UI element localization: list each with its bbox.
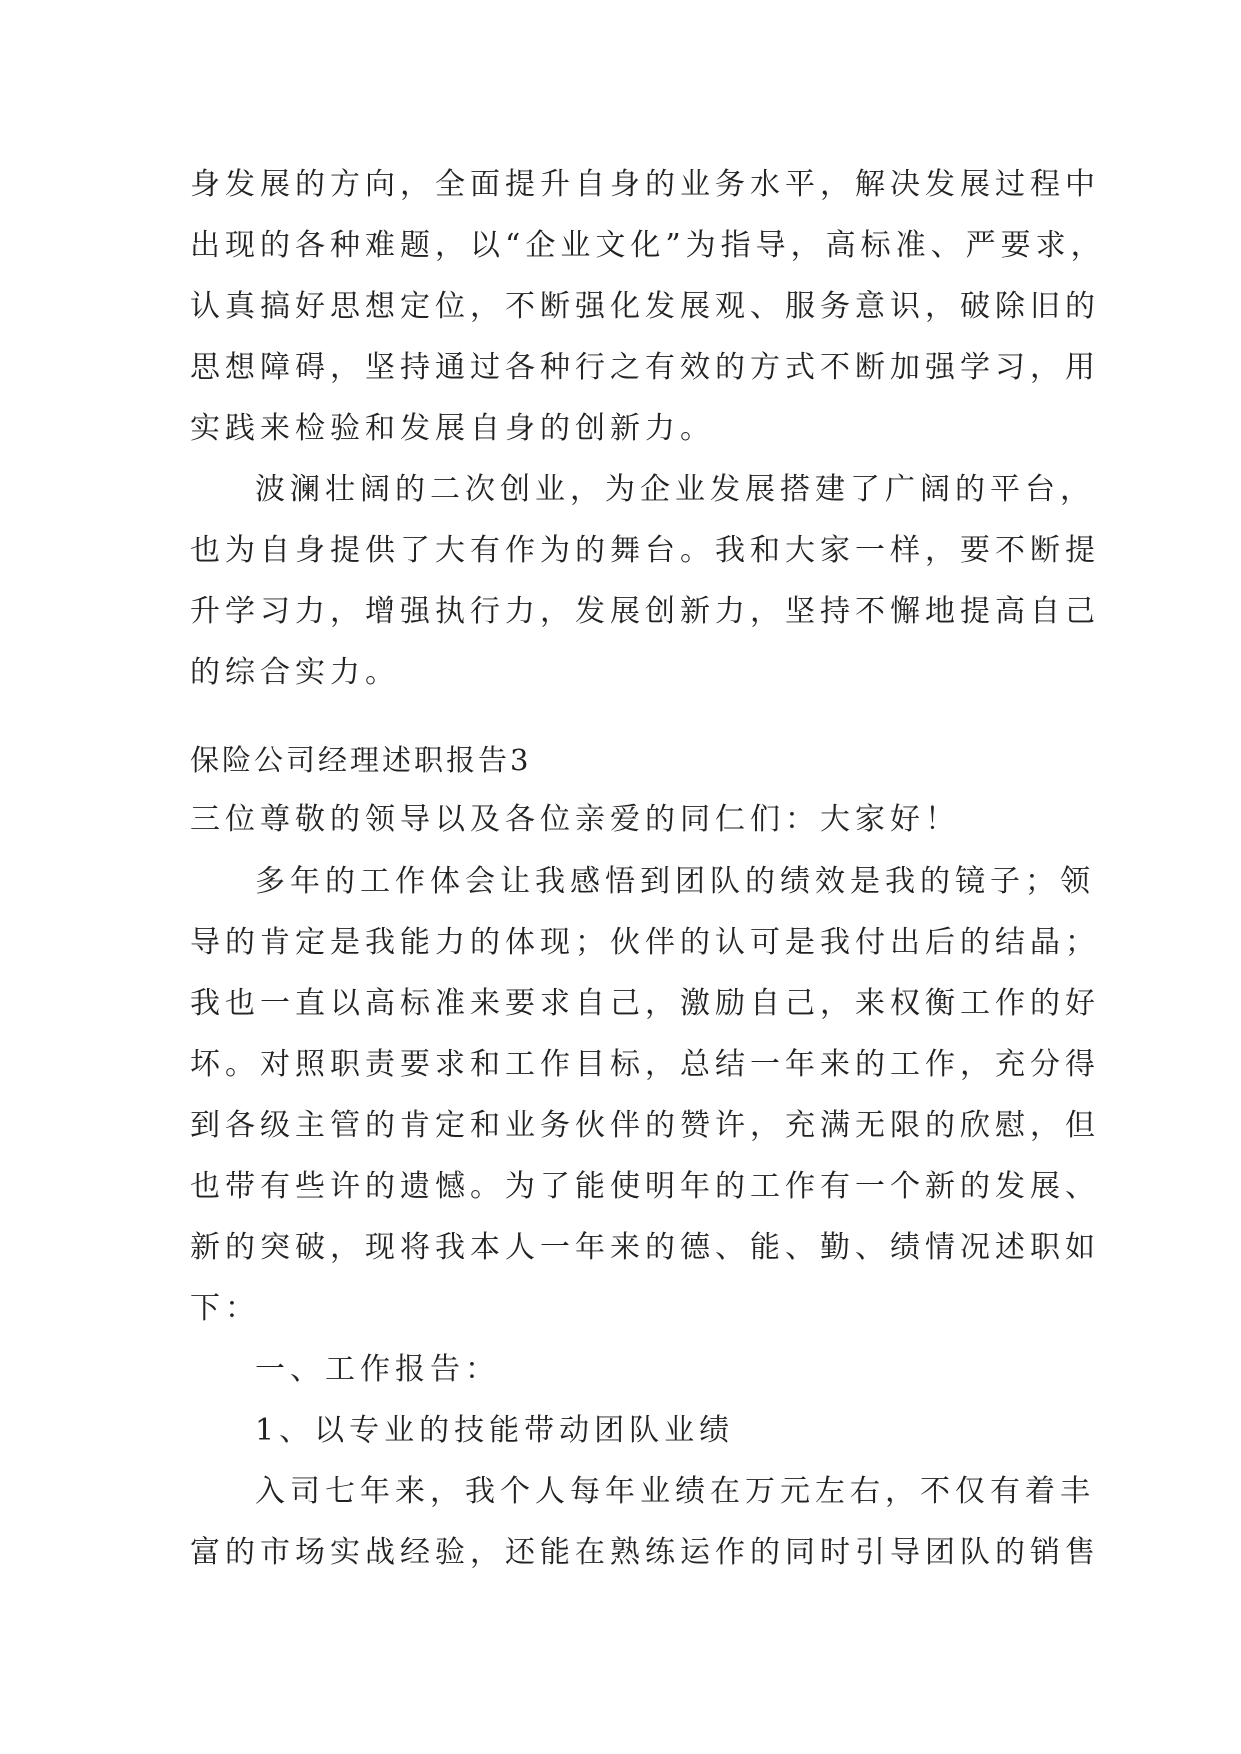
text-line: 我也一直以高标准来要求自己，激励自己，来权衡工作的好 [190,986,1100,1021]
section-title-block [190,730,1080,791]
text-line: 的综合实力。 [190,655,400,690]
text-line: 升学习力，增强执行力，发展创新力，坚持不懈地提高自己 [190,594,1100,629]
text-line: 下： [190,1291,260,1326]
paragraph-second-venture [190,459,1100,703]
text-line: 出现的各种难题，以“企业文化”为指导，高标准、严要求， [190,228,1106,263]
text-line: 也带有些许的遗憾。为了能使明年的工作有一个新的发展、 [190,1169,1100,1204]
text-line: 认真搞好思想定位，不断强化发展观、服务意识，破除旧的 [190,289,1100,324]
heading-work-report: 一、工作报告： [255,1352,500,1387]
text-line: 坏。对照职责要求和工作目标，总结一年来的工作，充分得 [190,1047,1100,1082]
section-title: 保险公司经理述职报告3 [190,743,532,777]
text-line: 到各级主管的肯定和业务伙伴的赞许，充满无限的欣慰，但 [190,1108,1100,1143]
heading-work-report-block [190,1339,1080,1400]
paragraph-work-experience [190,851,1100,1339]
greeting-line: 三位尊敬的领导以及各位亲爱的同仁们：大家好！ [190,802,960,837]
text-line: 富的市场实战经验，还能在熟练运作的同时引导团队的销售 [190,1535,1100,1570]
text-line: 思想障碍，坚持通过各种行之有效的方式不断加强学习，用 [190,350,1100,385]
text-line: 也为自身提供了大有作为的舞台。我和大家一样，要不断提 [190,533,1100,568]
text-line: 实践来检验和发展自身的创新力。 [190,411,715,446]
paragraph-self-development [190,154,1106,459]
text-line: 多年的工作体会让我感悟到团队的绩效是我的镜子；领 [255,864,1095,899]
text-line: 波澜壮阔的二次创业，为企业发展搭建了广阔的平台， [255,472,1095,507]
heading-professional-skills: 1、以专业的技能带动团队业绩 [255,1413,735,1448]
paragraph-seven-years [190,1461,1100,1583]
text-line: 导的肯定是我能力的体现；伙伴的认可是我付出后的结晶； [190,925,1100,960]
text-line: 入司七年来，我个人每年业绩在万元左右，不仅有着丰 [255,1474,1095,1509]
text-line: 新的突破，现将我本人一年来的德、能、勤、绩情况述职如 [190,1230,1100,1265]
text-line: 身发展的方向，全面提升自身的业务水平，解决发展过程中 [190,167,1100,202]
greeting-block [190,789,1080,850]
heading-professional-skills-block [190,1400,1080,1461]
